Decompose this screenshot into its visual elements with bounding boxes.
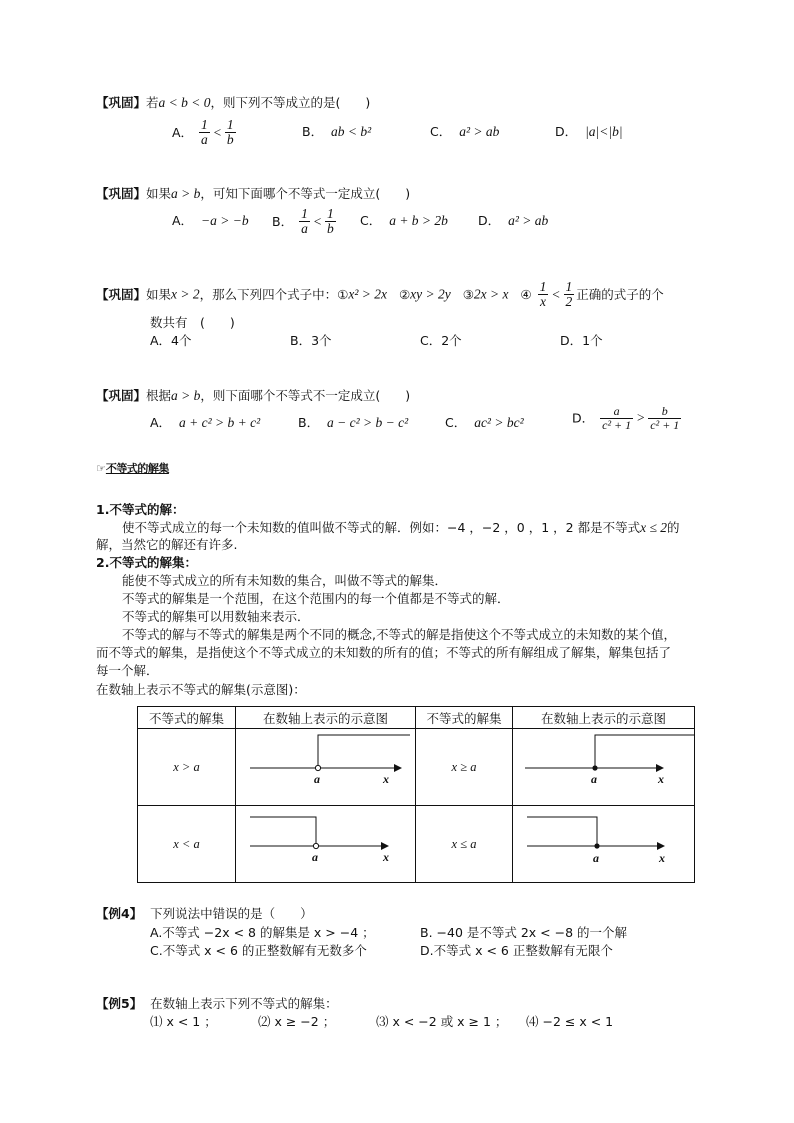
fraction — [648, 405, 681, 431]
q1-stem-pre: 若 — [146, 95, 159, 110]
option-expr: a² > ab — [459, 124, 500, 139]
q3-tag: 【巩固】 — [96, 287, 147, 303]
option-expr: a² > ab — [508, 213, 549, 228]
q4-cond: a > b — [171, 388, 201, 403]
inequality-cell: x > a — [138, 729, 236, 806]
ex4-option-c: C.不等式 x < 6 的正整数解有无数多个 — [150, 943, 367, 958]
q4-stem-post: ，则下面哪个不等式不一定成立( ) — [200, 388, 411, 403]
table-row — [138, 729, 695, 806]
ex4-option-d: D.不等式 x < 6 正整数解有无限个 — [420, 943, 613, 958]
q3-option-a: A．4个 — [150, 333, 192, 348]
circled-3: ③ — [462, 287, 474, 303]
section-heading — [96, 462, 169, 475]
option-label: D． — [478, 213, 501, 228]
q1-stem — [96, 95, 370, 111]
denominator: 2 — [565, 294, 573, 310]
s1-line1-math: x ≤ 2 — [640, 520, 667, 535]
q4-stem-pre: 根据 — [146, 388, 172, 403]
ex4-stem-text: 下列说法中错误的是（ ） — [150, 906, 313, 921]
q3-line2: 数共有 ( ) — [150, 315, 235, 330]
s2-p1: 能使不等式成立的所有未知数的集合，叫做不等式的解集． — [122, 573, 448, 588]
q3-stem — [96, 280, 664, 309]
circled-2: ② — [398, 287, 411, 303]
option-expr: a + c² > b + c² — [179, 415, 261, 430]
number-line-lt-a — [236, 806, 415, 879]
number-line-cell — [513, 729, 695, 806]
q4-option-c — [445, 415, 524, 431]
q3-expr-2: xy > 2y — [410, 286, 451, 302]
fraction — [199, 118, 210, 147]
ex5-item-4: ⑷ −2 ≤ x < 1 — [526, 1014, 614, 1029]
s1-heading: 1.不等式的解： — [96, 502, 185, 517]
q3-stem-end: 正确的式子的个 — [576, 287, 664, 303]
section-title: 不等式的解集 — [105, 462, 169, 475]
q4-option-d — [572, 405, 683, 431]
number-line-cell — [236, 729, 416, 806]
option-expr: |a|<|b| — [585, 124, 623, 139]
q2-option-c — [360, 213, 448, 229]
q3-expr-1: x² > 2x — [348, 286, 388, 302]
s2-p2: 不等式的解集是一个范围，在这个范围内的每一个值都是不等式的解． — [122, 591, 510, 606]
q4-stem — [96, 388, 410, 404]
q3-stem-mid: ，那么下列四个式子中： — [199, 287, 338, 303]
axis-var-label: x — [659, 851, 665, 865]
q4-tag: 【巩固】 — [96, 388, 147, 403]
numerator: 1 — [301, 206, 308, 221]
axis-point-label: a — [314, 772, 320, 786]
q1-option-b — [302, 124, 371, 140]
pointing-hand-icon: ☞ — [96, 462, 106, 475]
ex5-item-2: ⑵ x ≥ −2 ； — [258, 1014, 336, 1029]
fraction — [600, 405, 633, 431]
number-line-cell — [236, 806, 416, 883]
q3-stem-pre: 如果 — [146, 287, 172, 303]
option-label: B． — [302, 124, 324, 139]
option-label: A． — [172, 213, 194, 228]
option-label: B． — [298, 415, 320, 430]
s2-p4a: 不等式的解与不等式的解集是两个不同的概念,不等式的解是指使这个不等式成立的未知数的某个值， — [122, 627, 676, 642]
option-expr: a + b > 2b — [389, 213, 448, 228]
axis-var-label: x — [383, 772, 389, 786]
number-line-table — [137, 706, 695, 883]
denominator: a — [201, 132, 208, 148]
q2-stem — [96, 186, 410, 202]
numerator: b — [648, 405, 681, 419]
denominator: x — [540, 294, 546, 310]
option-label: D． — [555, 124, 578, 139]
operator: < — [212, 124, 222, 140]
fraction — [538, 280, 549, 309]
inequality-cell: x ≥ a — [416, 729, 513, 806]
table-header: 在数轴上表示的示意图 — [513, 707, 695, 729]
s2-p4b: 而不等式的解集，是指使这个不等式成立的未知数的所有的值；不等式的所有解组成了解集，解集包括了 — [96, 645, 672, 660]
axis-var-label: x — [383, 850, 389, 864]
s1-line1 — [122, 520, 680, 536]
s1-line1-end: 的 — [667, 520, 680, 535]
q3-cond: x > 2 — [171, 286, 200, 302]
s2-heading: 2.不等式的解集： — [96, 555, 197, 570]
table-header-row — [138, 707, 695, 729]
q1-option-a — [172, 118, 238, 147]
circled-1: ① — [337, 287, 349, 303]
q2-stem-pre: 如果 — [146, 186, 172, 201]
operator: > — [636, 410, 646, 425]
q3-expr-3: 2x > x — [473, 286, 509, 302]
s1-line2: 解，当然它的解还有许多. — [96, 537, 238, 552]
fraction — [225, 118, 236, 147]
ex5-item-3: ⑶ x < −2 或 x ≥ 1 ； — [376, 1014, 508, 1029]
option-label: A． — [150, 415, 172, 430]
circled-4: ④ — [520, 287, 532, 303]
number-line-ge-a — [513, 729, 694, 802]
q1-stem-post: ，则下列不等成立的是( ) — [210, 95, 371, 110]
numerator: 1 — [565, 279, 573, 294]
axis-point-label: a — [593, 851, 599, 865]
ex4-stem — [96, 906, 313, 921]
q1-option-c — [430, 124, 499, 140]
option-expr: −a > −b — [201, 213, 249, 228]
table-header: 在数轴上表示的示意图 — [236, 707, 416, 729]
axis-var-label: x — [658, 772, 664, 786]
denominator: a — [301, 221, 308, 237]
q3-option-b: B．3个 — [290, 333, 332, 348]
q3-option-d: D．1个 — [560, 333, 603, 348]
inequality-cell: x ≤ a — [416, 806, 513, 883]
q2-tag: 【巩固】 — [96, 186, 147, 201]
q2-option-d — [478, 213, 548, 229]
numerator: 1 — [326, 206, 334, 221]
operator: < — [312, 213, 322, 229]
option-label: C． — [445, 415, 467, 430]
q1-option-d — [555, 124, 623, 140]
numerator: 1 — [201, 117, 208, 132]
q3-option-c: C．2个 — [420, 333, 462, 348]
inequality-cell: x < a — [138, 806, 236, 883]
table-header: 不等式的解集 — [138, 707, 236, 729]
s2-p4c: 每一个解． — [96, 663, 159, 678]
operator: < — [551, 286, 561, 302]
option-expr: a − c² > b − c² — [327, 415, 409, 430]
numerator: 1 — [226, 117, 234, 132]
denominator: b — [326, 221, 334, 237]
axis-point-label: a — [312, 850, 318, 864]
q2-cond: a > b — [171, 186, 201, 201]
ex5-item-1: ⑴ x < 1 ； — [150, 1014, 217, 1029]
ex4-option-a: A.不等式 −2x < 8 的解集是 x > −4 ； — [150, 925, 375, 940]
numerator: 1 — [539, 279, 547, 294]
option-label: C． — [360, 213, 382, 228]
table-row — [138, 806, 695, 883]
number-line-le-a — [513, 806, 694, 879]
q4-option-b — [298, 415, 408, 431]
q1-tag: 【巩固】 — [96, 95, 147, 110]
ex5-tag: 【例5】 — [96, 996, 143, 1011]
denominator: b — [226, 132, 234, 148]
ex5-stem — [96, 996, 338, 1011]
number-line-gt-a — [236, 729, 415, 802]
q2-stem-post: ，可知下面哪个不等式一定成立( ) — [200, 186, 411, 201]
ex5-stem-text: 在数轴上表示下列不等式的解集： — [150, 996, 338, 1011]
q4-option-a — [150, 415, 260, 431]
q2-option-a — [172, 213, 249, 229]
q2-option-b — [272, 207, 338, 236]
fraction — [325, 207, 336, 236]
option-label: B． — [272, 214, 294, 230]
fraction — [299, 207, 310, 236]
q1-cond: a < b < 0 — [158, 95, 211, 110]
option-label: A． — [172, 125, 194, 141]
number-line-cell — [513, 806, 695, 883]
fraction — [564, 280, 575, 309]
s2-p3: 不等式的解集可以用数轴来表示． — [122, 609, 310, 624]
denominator: c² + 1 — [602, 417, 632, 432]
option-expr: ab < b² — [331, 124, 372, 139]
s1-line1-text: 使不等式成立的每一个未知数的值叫做不等式的解．例如：−4 ，−2 ，0 ，1 ，2 都是不等式 — [122, 520, 641, 535]
table-header: 不等式的解集 — [416, 707, 513, 729]
s2-p5: 在数轴上表示不等式的解集(示意图)： — [96, 682, 306, 697]
ex4-tag: 【例4】 — [96, 906, 143, 921]
option-expr: ac² > bc² — [474, 415, 524, 430]
option-label: C． — [430, 124, 452, 139]
axis-point-label: a — [591, 772, 597, 786]
numerator: a — [600, 405, 633, 419]
option-label: D． — [572, 410, 595, 426]
denominator: c² + 1 — [650, 417, 680, 432]
ex4-option-b: B. −40 是不等式 2x < −8 的一个解 — [420, 925, 628, 940]
